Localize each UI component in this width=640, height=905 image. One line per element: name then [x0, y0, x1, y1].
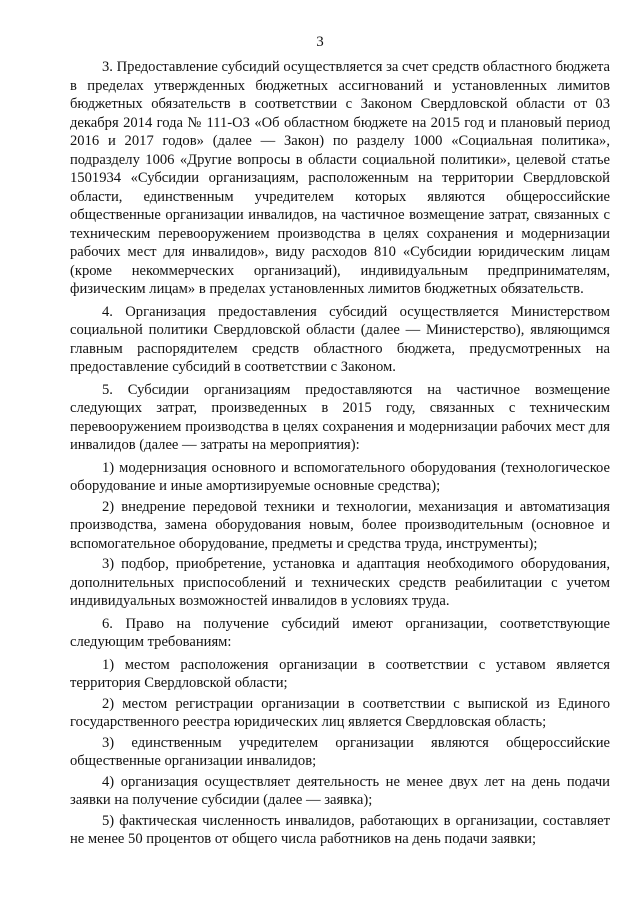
paragraph-3: 3. Предоставление субсидий осуществляется за счет средств областного бюджета в пределах утвержденных бюджетных ассигнований и установленных лимитов бюджетных обязательств в соответствии с Законом Свердловской области от 03 декабря 2014 года № 111-ОЗ «Об областном бюджете на 2015 год и плановый период 2016 и 2017 годов» (далее — Закон) по разделу 1000 «Социальная политика», подразделу 1006 «Другие вопросы в области социальной политики», целевой статье 1501934 «Субсидии организациям, расположенным на территории Свердловской области, единственным учредителем которых являются общероссийские общественные организации инвалидов, на частичное возмещение затрат, связанных с техническим перевооружением производства в целях сохранения и модернизации рабочих мест для инвалидов», виду расходов 810 «Субсидии юридическим лицам (кроме некоммерческих организаций), индивидуальным предпринимателям, физическим лицам» в пределах установленных лимитов бюджетных обязательств. [70, 59, 610, 297]
paragraph-6: 6. Право на получение субсидий имеют организации, соответствующие следующим требованиям: [70, 615, 610, 650]
document-body [70, 58, 610, 851]
paragraph-4: 4. Организация предоставления субсидий осуществляется Министерством социальной политики Свердловской области (далее — Министерство), являющимся главным распорядителем средств областного бюджета, предусмотренных на предоставление субсидий в соответствии с Законом. [70, 303, 610, 375]
paragraph-6-item-5: 5) фактическая численность инвалидов, работающих в организации, составляет не менее 50 процентов от общего числа работников на день подачи заявки; [70, 812, 610, 847]
paragraph-5-item-1: 1) модернизация основного и вспомогательного оборудования (технологическое оборудование и иные амортизируемые основные средства); [70, 459, 610, 494]
paragraph-6-item-2: 2) местом регистрации организации в соответствии с выпиской из Единого государственного реестра юридических лиц является Свердловская область; [70, 695, 610, 730]
paragraph-5: 5. Субсидии организациям предоставляются на частичное возмещение следующих затрат, произведенных в 2015 году, связанных с техническим перевооружением производства в целях сохранения и модернизации рабочих мест для инвалидов (далее — затраты на мероприятия): [70, 381, 610, 453]
page-number: 3 [316, 34, 324, 50]
paragraph-6-item-3: 3) единственным учредителем организации являются общероссийские общественные организации инвалидов; [70, 734, 610, 769]
paragraph-6-item-1: 1) местом расположения организации в соответствии с уставом является территория Свердловской области; [70, 656, 610, 691]
paragraph-5-item-3: 3) подбор, приобретение, установка и адаптация необходимого оборудования, дополнительных приспособлений и технических средств реабилитации с учетом индивидуальных возможностей инвалидов в условиях труда. [70, 556, 610, 609]
paragraph-6-item-4: 4) организация осуществляет деятельность не менее двух лет на день подачи заявки на получение субсидии (далее — заявка); [70, 773, 610, 808]
paragraph-5-item-2: 2) внедрение передовой техники и технологии, механизация и автоматизация производства, замена оборудования новым, более производительным (основное и вспомогательное оборудование, предметы и средства труда, инструменты); [70, 498, 610, 552]
